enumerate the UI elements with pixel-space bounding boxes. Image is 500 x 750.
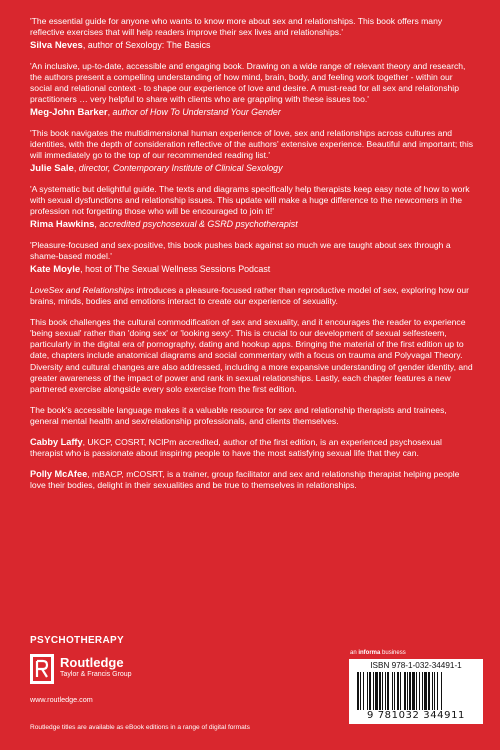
endorser-role: The Sexual Wellness Sessions Podcast	[114, 264, 271, 274]
description-audience: The book's accessible language makes it a valuable resource for sex and relationship therapists and trainees, general mental health and sex/relationship professionals, and clients themselves.	[30, 404, 447, 426]
endorser-role-prefix: ,	[73, 163, 79, 173]
informa-brand: informa	[358, 650, 381, 656]
publisher-name: Routledge	[60, 655, 124, 670]
endorsement-attribution	[30, 39, 476, 52]
barcode-bar	[360, 672, 361, 710]
author-bio	[30, 469, 476, 491]
barcode-bar	[392, 672, 393, 710]
barcode-bar	[367, 672, 368, 710]
endorser-role: author of How To Understand Your Gender	[112, 107, 281, 117]
barcode-bar	[385, 672, 386, 710]
endorser-role-prefix: ,	[94, 219, 100, 229]
barcode-box	[349, 659, 483, 724]
ebook-note: Routledge titles are available as eBook editions in a range of digital formats	[30, 724, 250, 731]
description-intro-text: introduces a pleasure-focused rather than reproductive model of sex, exploring how our brains, minds, bodies and emotions interact to create our experience of sexuality.	[30, 285, 470, 307]
endorser-role: Sexology: The Basics	[125, 40, 211, 50]
endorsement-attribution	[30, 162, 476, 175]
barcode-bar	[407, 672, 408, 710]
barcode-bar	[379, 672, 381, 710]
endorsement-attribution	[30, 263, 476, 276]
author-name: Cabby Laffy	[30, 437, 83, 448]
barcode-bar	[419, 672, 420, 710]
barcode-bar	[432, 672, 433, 710]
informa-business-label	[350, 650, 406, 656]
endorser-role: accredited psychosexual & GSRD psychotherapist	[99, 219, 298, 229]
endorsement	[30, 184, 476, 231]
barcode-bar	[394, 672, 395, 710]
endorsement-text: 'A systematic but delightful guide. The texts and diagrams specifically help therapists keep easy note of how to work with sexual dysfunctions and relationship issues. This update will make a huge difference to the newcomers in the profession not forgetting those who will be encouraged to join it!'	[30, 184, 470, 216]
barcode-bar	[375, 672, 378, 710]
endorser-role-prefix: , author of	[82, 40, 126, 50]
endorser-role-prefix: ,	[107, 107, 113, 117]
author-bio-text: , UKCP, COSRT, NCIPm accredited, author of the first edition, is an experienced psychosexual therapist who is passionate about inspiring people to have the most satisfying sexual life that they can.	[30, 437, 442, 459]
endorser-name: Meg-John Barker	[30, 107, 108, 118]
barcode-bar	[441, 672, 442, 710]
endorsement	[30, 16, 476, 52]
endorsement	[30, 61, 476, 119]
subject-category: PSYCHOTHERAPY	[30, 635, 124, 646]
barcode-bars	[357, 672, 475, 710]
barcode-bar	[434, 672, 435, 710]
barcode-digits: 9 781032 344911	[366, 710, 466, 721]
description-body: This book challenges the cultural commodification of sex and sexuality, and it encourages the reader to experience 'being sexual' rather than 'doing sex' or 'looking sexy'. This is crucial to our development of sexual selfesteem, particularly in the digital era of pornography, dating and hookup apps. Bringing the material of the first edition up to date, chapters include anatomical diagrams and social commentary with a focus on trauma and Polyvagal Theory. Diversity and cultural changes are also addressed, including a more expansive understanding of gender identity, and greater awareness of the impact of power and rank in sexual relationships. Lastly, each chapter features a new partnered exercise alongside every solo exercise from the first edition.	[30, 317, 473, 394]
author-bios	[30, 437, 476, 491]
endorser-name: Kate Moyle	[30, 264, 81, 275]
endorsement-attribution	[30, 218, 476, 231]
barcode-bar	[363, 672, 364, 710]
endorser-name: Silva Neves	[30, 40, 83, 51]
barcode-bar	[412, 672, 415, 710]
author-name: Polly McAfee	[30, 469, 88, 480]
endorser-role: director, Contemporary Institute of Clinical Sexology	[78, 163, 283, 173]
barcode-bar	[382, 672, 383, 710]
publisher-block	[30, 654, 230, 694]
author-bio-text: , mBACP, mCOSRT, is a trainer, group facilitator and sex and relationship therapist helping people love their bodies, delight in their sexualities and be true to themselves in relationships.	[30, 469, 460, 491]
barcode-bar	[400, 672, 401, 710]
back-cover-text	[30, 16, 476, 501]
publisher-url[interactable]: www.routledge.com	[30, 695, 93, 704]
informa-suffix: business	[380, 650, 406, 656]
endorsement-text: 'The essential guide for anyone who wants to know more about sex and relationships. This book offers many reflective exercises that will help readers improve their sex lives and relationships.'	[30, 16, 443, 37]
endorsements	[30, 16, 476, 276]
barcode-bar	[369, 672, 371, 710]
barcode-bar	[357, 672, 359, 710]
barcode-bar	[397, 672, 399, 710]
routledge-logo-icon	[30, 654, 54, 684]
endorser-role-prefix: , host of	[80, 264, 115, 274]
informa-prefix: an	[350, 650, 359, 656]
endorsement-text: 'An inclusive, up-to-date, accessible and engaging book. Drawing on a wide range of relevant theory and research, the authors present a compelling understanding of how mind, brain, body, and feeling work together - within our social and relational context - to shape our experience of love and desire. A must-read for all sex and relationship practitioners … very helpful to share with clients who are grappling with these issues too.'	[30, 61, 466, 104]
endorsement-attribution	[30, 106, 476, 119]
barcode-bar	[437, 672, 438, 710]
endorsement-text: 'Pleasure-focused and sex-positive, this book pushes back against so much we are taught about sex through a shame-based model.'	[30, 240, 451, 261]
description-intro	[30, 285, 476, 307]
endorsement-text: 'This book navigates the multidimensional human experience of love, sex and relationships across cultures and identities, with the depth of consideration reflective of the authors' extensive experience. Beautiful and important; this will immediately go to the top of our recommended reading list.'	[30, 128, 474, 160]
barcode-bar	[416, 672, 417, 710]
barcode-bar	[422, 672, 423, 710]
barcode-bar	[424, 672, 427, 710]
barcode-bar	[409, 672, 411, 710]
book-title: LoveSex and Relationships	[30, 285, 135, 295]
endorsement	[30, 128, 476, 175]
endorser-name: Julie Sale	[30, 163, 74, 174]
isbn-label: ISBN 978-1-032-34491-1	[370, 661, 462, 670]
barcode-bar	[404, 672, 406, 710]
endorsement	[30, 240, 476, 276]
barcode-bar	[387, 672, 389, 710]
barcode-bar	[373, 672, 374, 710]
publisher-group: Taylor & Francis Group	[60, 671, 132, 678]
author-bio	[30, 437, 476, 459]
endorser-name: Rima Hawkins	[30, 219, 95, 230]
barcode-bar	[428, 672, 430, 710]
